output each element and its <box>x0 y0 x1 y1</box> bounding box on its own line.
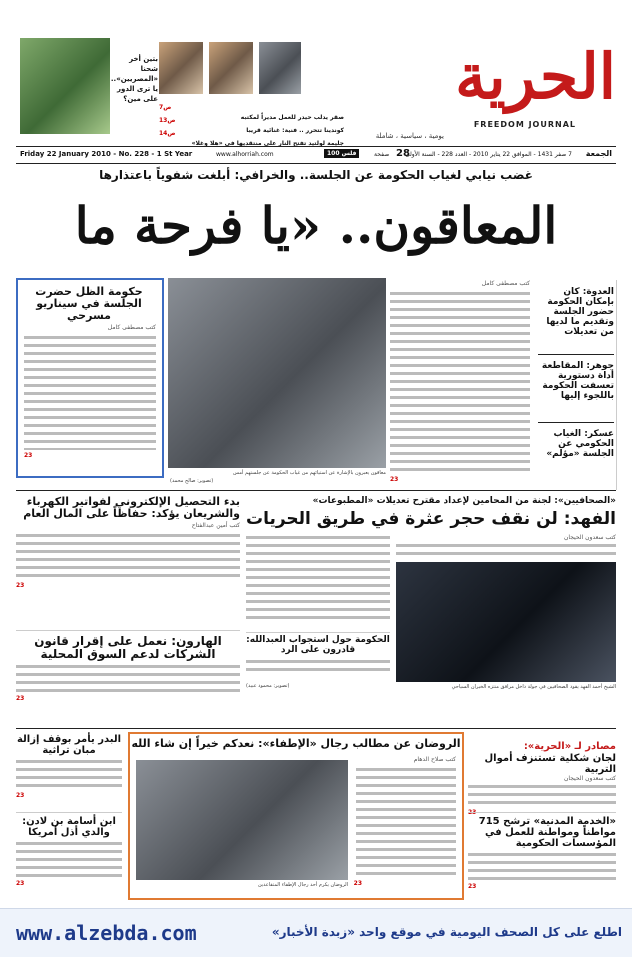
teaser-page: ص7 <box>159 104 172 111</box>
lead-body <box>390 290 530 476</box>
side-headline[interactable]: جوهر: المقاطعة أداة دستورية تعسفت الحكومة باللجوء إليها <box>541 361 614 401</box>
dateline-bar <box>16 146 616 164</box>
rodhan-byline: كتب صلاح الدهام <box>413 756 456 763</box>
badr-article <box>16 734 122 810</box>
lead-page-ref[interactable]: 23 <box>390 476 399 483</box>
electric-byline: كتب أمين عبدالفتاح <box>191 522 240 530</box>
gov-response-headline[interactable]: الحكومة حول استجواب العبدالله: قادرون على الرد <box>246 635 390 655</box>
dateline-website[interactable]: www.alhorriah.com <box>216 151 274 158</box>
dateline-price: 100 فلس <box>324 149 359 158</box>
section-divider <box>16 490 616 491</box>
haroun-article <box>16 630 240 726</box>
english-name: FREEDOM JOURNAL <box>473 120 576 129</box>
sources-kicker-row <box>468 734 616 753</box>
sources-page-ref[interactable]: 23 <box>468 809 477 816</box>
civil-service-body <box>468 851 616 883</box>
haroun-page-ref[interactable]: 23 <box>16 695 25 703</box>
logo-text: الحرية <box>455 40 616 113</box>
teaser-block <box>159 42 344 147</box>
shadow-gov-page-ref[interactable]: 23 <box>24 452 33 460</box>
teaser-item[interactable] <box>159 130 344 147</box>
sources-kicker[interactable]: مصادر لـ «الحرية»: <box>523 741 616 752</box>
binladen-article <box>16 812 122 897</box>
haroun-body <box>16 663 240 695</box>
civil-service-headline[interactable]: «الخدمة المدنية» ترشح 715 مواطناً ومواطنة للعمل في المؤسسات الحكومية <box>478 816 616 849</box>
divider <box>538 354 614 355</box>
fahad-headline[interactable]: الفهد: لن نقف حجر عثرة في طريق الحريات <box>245 509 616 529</box>
lead-photo-caption: معاقون يعبرون بالإشارة عن استيائهم من غياب الحكومة عن جلستهم أمس <box>232 470 386 476</box>
binladen-page-ref[interactable]: 23 <box>16 880 25 887</box>
footer-banner[interactable] <box>0 908 632 957</box>
fahad-photo-caption: الشيخ أحمد الفهد يقود الصحافيين في جولة داخل مرافق منتزه الخيران السياحي <box>451 684 616 690</box>
sources-byline: كتب سعدون الحيجان <box>563 775 616 782</box>
badr-body <box>16 758 122 792</box>
rodhan-headline[interactable]: الروضان عن مطالب رجال «الإطفاء»: نعدكم خيراً إن شاء الله <box>131 737 461 750</box>
sports-photo[interactable] <box>20 38 110 134</box>
shadow-gov-headline[interactable]: حكومة الظل حضرت الجلسة في سيناريو مسرحي <box>35 285 143 323</box>
divider <box>538 422 614 423</box>
badr-page-ref[interactable]: 23 <box>16 792 25 799</box>
teaser-text: صقر يدلب حيدر للعمل مديراً لمكتبه <box>240 114 344 121</box>
sports-promo[interactable]: بتين أخر شحنا «المصريين».. يا ترى الدور على مين؟ <box>110 55 158 103</box>
left-column <box>536 280 617 490</box>
electric-page-ref[interactable]: 23 <box>16 582 25 590</box>
shadow-gov-body <box>24 334 156 450</box>
sources-headline[interactable]: لجان شكلية تستنزف أموال التربية <box>484 753 616 775</box>
rodhan-box <box>128 732 464 900</box>
lead-headline[interactable]: المعاقون.. «يا فرحة ما <box>74 196 558 255</box>
lead-photo <box>168 278 386 468</box>
dateline-pages-label: صفحة <box>374 151 390 158</box>
sources-article <box>468 734 616 816</box>
fahad-body-2 <box>246 534 390 624</box>
fahad-body-text <box>246 534 390 624</box>
binladen-body <box>16 840 122 880</box>
dateline-english: Friday 22 January 2010 - No. 228 - 1 St Year <box>20 150 193 158</box>
fahad-photo-credit: (تصوير: محمود عبيد) <box>246 683 290 689</box>
dateline-day: الجمعة <box>585 149 612 158</box>
footer-website[interactable]: www.alzebda.com <box>16 921 197 945</box>
civil-service-page-ref[interactable]: 23 <box>468 883 477 890</box>
binladen-headline[interactable]: ابن أسامة بن لادن: والدي أذل أمريكا <box>22 816 116 838</box>
fahad-kicker[interactable]: «الصحافيين»: لجنة من المحامين لإعداد مقترح تعديلات «المطبوعات» <box>312 496 616 506</box>
gov-response <box>246 632 390 693</box>
section-divider <box>16 728 616 729</box>
teaser-photo-3 <box>259 42 301 94</box>
masthead <box>16 34 616 146</box>
teaser-photo-1 <box>159 42 203 94</box>
rodhan-photo <box>136 760 348 880</box>
teaser-photo-2 <box>209 42 253 94</box>
fahad-article <box>396 534 616 562</box>
lead-photo-credit: (تصوير: صالح محمد) <box>170 478 214 484</box>
teaser-text: جليمة لولتيد تفتح النار على منتقديها في «هلا وغلا» <box>191 140 344 147</box>
haroun-headline[interactable]: الهارون: نعمل على إقرار قانون الشركات لدعم السوق المحلية <box>34 634 222 662</box>
teaser-text: كوندينا تتحرر .. فنية: غنائية قريبا <box>246 127 344 134</box>
side-headline[interactable]: عسكر: الغياب الحكومي عن الجلسة «مؤلم» <box>546 429 614 459</box>
electric-body <box>16 532 240 582</box>
rodhan-page-ref[interactable]: 23 <box>353 880 362 887</box>
rodhan-body <box>356 766 456 876</box>
dateline-date: 7 صفر 1431 - الموافق 22 يناير 2010 - العدد 228 - السنة الأولى <box>404 151 572 158</box>
tagline: يومية ، سياسية ، شاملة <box>375 132 444 140</box>
lead-kicker[interactable]: غضب نيابي لغياب الحكومة عن الجلسة.. والخرافي: أبلغت شفوياً باعتذارها <box>99 168 533 182</box>
footer-promo: اطلع على كل الصحف اليومية في موقع واحد «زبدة الأخبار» <box>271 925 622 939</box>
newspaper-logo <box>351 42 616 112</box>
electric-article <box>16 496 240 616</box>
fahad-body <box>396 542 616 560</box>
lead-byline: كتب مصطفى كامل <box>481 280 530 287</box>
dateline-pages: 28 <box>396 148 410 159</box>
electric-headline[interactable]: بدء التحصيل الإلكتروني لفواتير الكهرباء والشريعان يؤكد: حفاظاً على المال العام <box>23 495 240 521</box>
rodhan-photo-caption: الروضان يكرم أحد رجال الإطفاء المتقاعدين <box>257 882 348 888</box>
gov-response-body <box>246 658 390 674</box>
fahad-byline: كتب سعدون الحيجان <box>563 534 616 541</box>
side-headline[interactable]: العدوة: كان بإمكان الحكومة حضور الجلسة وتقديم ما لديها من تعديلات <box>546 287 614 337</box>
civil-service-article <box>468 812 616 897</box>
teaser-page: ص13 <box>159 117 176 124</box>
shadow-gov-box <box>16 278 164 478</box>
sources-body <box>468 783 616 809</box>
shadow-gov-byline: كتب مصطفى كامل <box>107 324 156 332</box>
lead-article <box>390 280 530 490</box>
badr-headline[interactable]: البدر يأمر بوقف إزالة مبان تراثية <box>16 734 122 756</box>
teaser-page: ص14 <box>159 130 176 137</box>
fahad-photo <box>396 562 616 682</box>
